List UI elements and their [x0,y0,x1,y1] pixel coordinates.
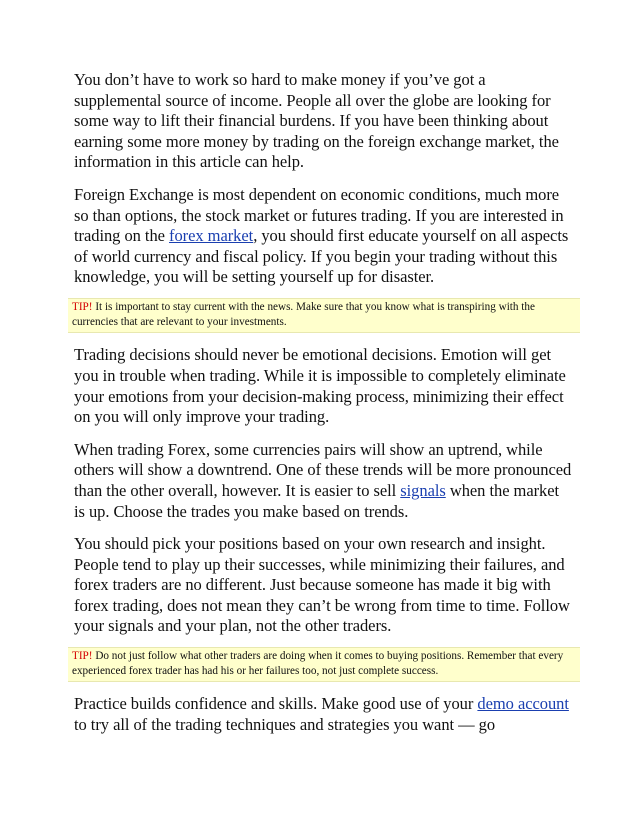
paragraph-text: When trading Forex, some currencies pairs will show an uptrend, while others will show a downtrend. One of these trends will be more pronounced than the other overall, however. It is easier to sell [74,439,572,500]
paragraph-trends [74,440,574,522]
paragraph-intro: You don’t have to work so hard to make money if you’ve got a supplemental source of income. People all over the globe are looking for some way to lift their financial burdens. If you have been thinking about earning some more money by trading on the foreign exchange market, the information in this article can help. [74,70,559,172]
paragraph-economic-conditions [74,185,574,288]
paragraph-emotional-decisions: Trading decisions should never be emotional decisions. Emotion will get you in trouble when trading. While it is impossible to completely eliminate your emotions from your decision-making process, minimizing their effect on you will only improve your trading. [74,345,566,427]
tip-label: TIP! [72,300,93,313]
forex-market-link[interactable]: forex market [169,226,254,246]
signals-link[interactable]: signals [400,480,446,500]
tip-text: Do not just follow what other traders are doing when it comes to buying positions. Remember that every experienced forex trader has had his or her failures too, not just complete success. [72,650,564,678]
tip-text: It is important to stay current with the news. Make sure that you know what is transpiring with the currencies that are relevant to your investments. [72,300,535,329]
paragraph-text: Foreign Exchange is most dependent on economic conditions, much more so than options, the stock market or futures trading. If you are interested in trading on the [74,184,564,246]
tip-box-news [68,298,580,333]
paragraph-practice [74,694,574,735]
tip-label: TIP! [72,650,93,663]
tip-box-positions [68,647,580,682]
paragraph-text: when the market is up. Choose the trades you make based on trends. [74,480,560,521]
paragraph-text: , you should first educate yourself on all aspects of world currency and fiscal policy. If you begin your trading without this knowledge, you will be setting yourself up for disaster. [74,226,569,287]
article-page [74,70,574,748]
paragraph-text: Practice builds confidence and skills. Make good use of your [74,694,478,714]
demo-account-link[interactable]: demo account [477,694,569,714]
paragraph-text: to try all of the trading techniques and strategies you want — go [74,715,496,735]
paragraph-own-research: You should pick your positions based on your own research and insight. People tend to play up their successes, while minimizing their failures, and forex traders are no different. Just because someone has made it big with forex trading, does not mean they can’t be wrong from time to time. Follow your signals and your plan, not the other traders. [74,534,570,636]
